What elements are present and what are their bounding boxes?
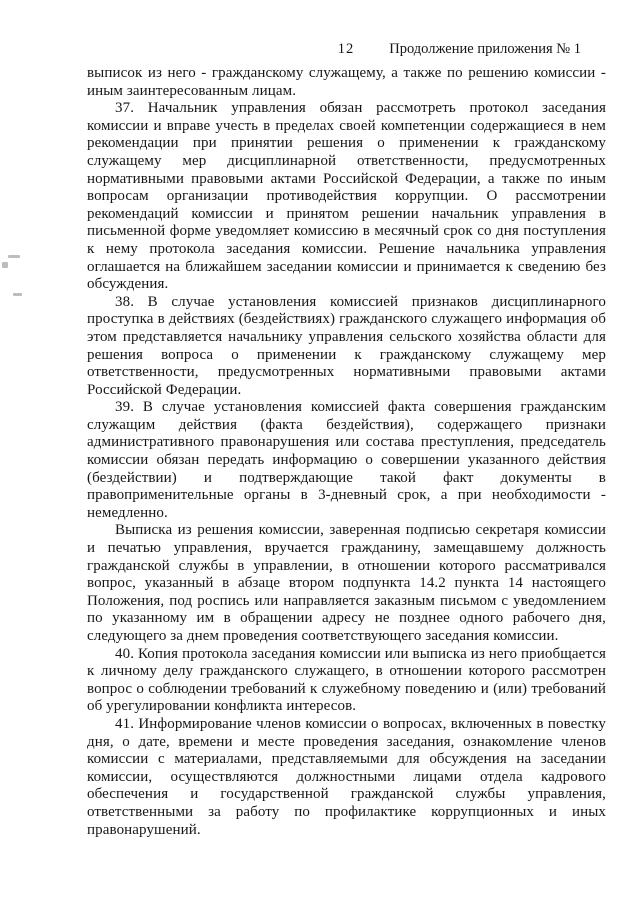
paragraph: Выписка из решения комиссии, заверенная подписью секретаря комиссии и печатью управления, вручается гражданину, замещавшему должность гражданской службы в управлении, в отношении которого рассматривался вопрос, указанный в абзаце втором подпункта 14.2 пункта 14 настоящего Положения, под роспись или направляется заказным письмом с уведомлением по указанному им в обращении адресу не позднее одного рабочего дня, следующего за днем проведения соответствующего заседания комиссии. <box>87 522 606 644</box>
paragraph: 39. В случае установления комиссией факта совершения гражданским служащим действия (факта бездействия), содержащего признаки административного правонарушения или состава преступления, председатель комиссии обязан передать информацию о совершении указанного действия (бездействии) и подтверждающие такой факт документы в правоприменительные органы в 3-дневный срок, а при необходимости - немедленно. <box>87 399 606 521</box>
document-body <box>87 65 606 839</box>
paragraph: 40. Копия протокола заседания комиссии или выписка из него приобщается к личному делу гражданского служащего, в отношении которого рассмотрен вопрос о соблюдении требований к служебному поведению и (или) требований об урегулировании конфликта интересов. <box>87 645 606 715</box>
scan-artifact <box>8 255 20 258</box>
page-header <box>87 41 605 59</box>
paragraph: 41. Информирование членов комиссии о вопросах, включенных в повестку дня, о дате, времени и месте проведения заседания, ознакомление членов комиссии с материалами, представляемыми для обсуждения на заседании комиссии, осуществляются должностными лицами отдела кадрового обеспечения и государственной гражданской службы управления, ответственными за работу по профилактике коррупционных и иных правонарушений. <box>87 715 606 838</box>
paragraph: 37. Начальник управления обязан рассмотреть протокол заседания комиссии и вправе учесть в пределах своей компетенции содержащиеся в нем рекомендации при принятии решения о применении к гражданскому служащему мер дисциплинарной ответственности, предусмотренных нормативными правовыми актами Российской Федерации, а также по иным вопросам организации противодействия коррупции. О рассмотрении рекомендаций комиссии и принятом решении начальник управления в письменной форме уведомляет комиссию в месячный срок со дня поступления к нему протокола заседания комиссии. Решение начальника управления оглашается на ближайшем заседании комиссии и принимается к сведению без обсуждения. <box>87 100 606 293</box>
paragraph: выписок из него - гражданскому служащему, а также по решению комиссии - иным заинтересованным лицам. <box>87 65 606 99</box>
scan-artifact <box>2 262 8 268</box>
page-number: 12 <box>337 41 355 57</box>
scan-artifact <box>13 293 22 296</box>
header-continuation-label: Продолжение приложения № 1 <box>389 41 581 57</box>
paragraph: 38. В случае установления комиссией признаков дисциплинарного проступка в действиях (бездействиях) гражданского служащего информация об этом представляется начальнику управления сельского хозяйства области для решения вопроса о применении к гражданскому служащему мер ответственности, предусмотренных нормативными правовыми актами Российской Федерации. <box>87 293 606 398</box>
